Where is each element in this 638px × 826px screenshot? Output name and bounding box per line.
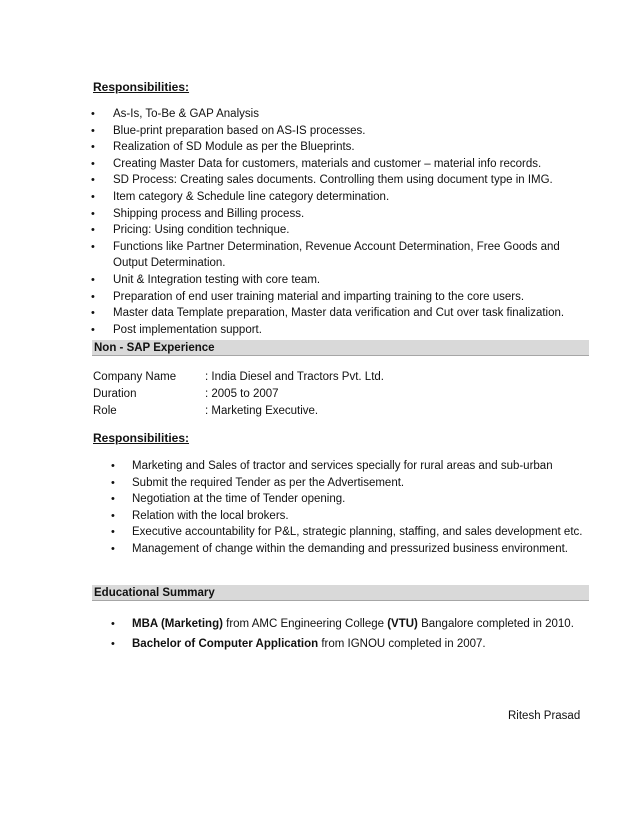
bullet-icon: •	[91, 273, 95, 286]
bullet-icon: •	[91, 307, 95, 320]
role-row	[93, 403, 318, 420]
list-item: • Executive accountability for P&L, strategic planning, staffing, and sales development etc.	[132, 524, 602, 541]
list-item: • Management of change within the demanding and pressurized business environment.	[132, 541, 602, 558]
list-item: • MBA (Marketing) from AMC Engineering College (VTU) Bangalore completed in 2010.	[132, 614, 602, 634]
bullet-icon: •	[91, 124, 95, 137]
list-item: • Marketing and Sales of tractor and services specially for rural areas and sub-urban	[132, 458, 602, 475]
responsibilities-list-2	[111, 458, 602, 558]
bullet-icon: •	[91, 174, 95, 187]
duration-label: Duration	[93, 388, 137, 400]
bullet-icon: •	[91, 207, 95, 220]
list-item: • Master data Template preparation, Master data verification and Cut over task finalization.	[113, 305, 593, 322]
list-item: • Submit the required Tender as per the Advertisement.	[132, 475, 602, 492]
duration-row	[93, 386, 279, 403]
list-item: • SD Process: Creating sales documents. Controlling them using document type in IMG.	[113, 172, 593, 189]
signature-name: Ritesh Prasad	[508, 710, 581, 722]
list-item: • Creating Master Data for customers, materials and customer – material info records.	[113, 156, 593, 173]
responsibilities-heading-2: Responsibilities:	[93, 431, 190, 445]
bullet-icon: •	[111, 526, 115, 539]
education-section-heading: Educational Summary	[92, 585, 589, 601]
list-item: • Negotiation at the time of Tender opening.	[132, 491, 602, 508]
bullet-icon: •	[91, 157, 95, 170]
degree-name: MBA (Marketing)	[132, 618, 223, 630]
bullet-icon: •	[111, 476, 115, 489]
education-list	[111, 614, 602, 654]
bullet-icon: •	[91, 323, 95, 336]
bullet-icon: •	[91, 224, 95, 237]
duration-value: : 2005 to 2007	[205, 388, 279, 400]
company-value: : India Diesel and Tractors Pvt. Ltd.	[205, 371, 384, 383]
list-item: • Unit & Integration testing with core team.	[113, 272, 593, 289]
bullet-icon: •	[111, 509, 115, 522]
bullet-icon: •	[91, 190, 95, 203]
list-item: • Item category & Schedule line category determination.	[113, 189, 593, 206]
list-item: • Functions like Partner Determination, Revenue Account Determination, Free Goods and Output Determination.	[91, 240, 560, 270]
non-sap-section-heading: Non - SAP Experience	[92, 340, 589, 356]
university-name: (VTU)	[387, 618, 418, 630]
company-row	[93, 369, 384, 386]
list-item: • Preparation of end user training material and imparting training to the core users.	[113, 289, 593, 306]
list-item: • Relation with the local brokers.	[132, 508, 602, 525]
bullet-icon: •	[111, 618, 115, 630]
bullet-icon: •	[111, 542, 115, 555]
bullet-icon: •	[91, 290, 95, 303]
role-value: : Marketing Executive.	[205, 405, 319, 417]
responsibilities-list	[91, 106, 593, 338]
list-item: • Blue-print preparation based on AS-IS processes.	[113, 123, 593, 140]
list-item: • Post implementation support.	[113, 322, 593, 339]
bullet-icon: •	[111, 460, 115, 472]
role-label: Role	[93, 405, 117, 417]
bullet-icon: •	[91, 108, 95, 120]
list-item: • Shipping process and Billing process.	[113, 206, 593, 223]
bullet-icon: •	[111, 493, 115, 506]
bullet-icon: •	[91, 240, 95, 253]
list-item: • Realization of SD Module as per the Blueprints.	[113, 139, 593, 156]
list-item: • Bachelor of Computer Application from IGNOU completed in 2007.	[132, 634, 602, 654]
list-item-continuation: Output Determination.	[113, 257, 226, 270]
list-item: • Pricing: Using condition technique.	[113, 222, 593, 239]
degree-name: Bachelor of Computer Application	[132, 638, 319, 650]
responsibilities-heading: Responsibilities:	[93, 80, 190, 94]
list-item: • As-Is, To-Be & GAP Analysis	[113, 106, 593, 123]
bullet-icon: •	[91, 141, 95, 154]
bullet-icon: •	[111, 638, 115, 650]
company-label: Company Name	[93, 371, 177, 383]
